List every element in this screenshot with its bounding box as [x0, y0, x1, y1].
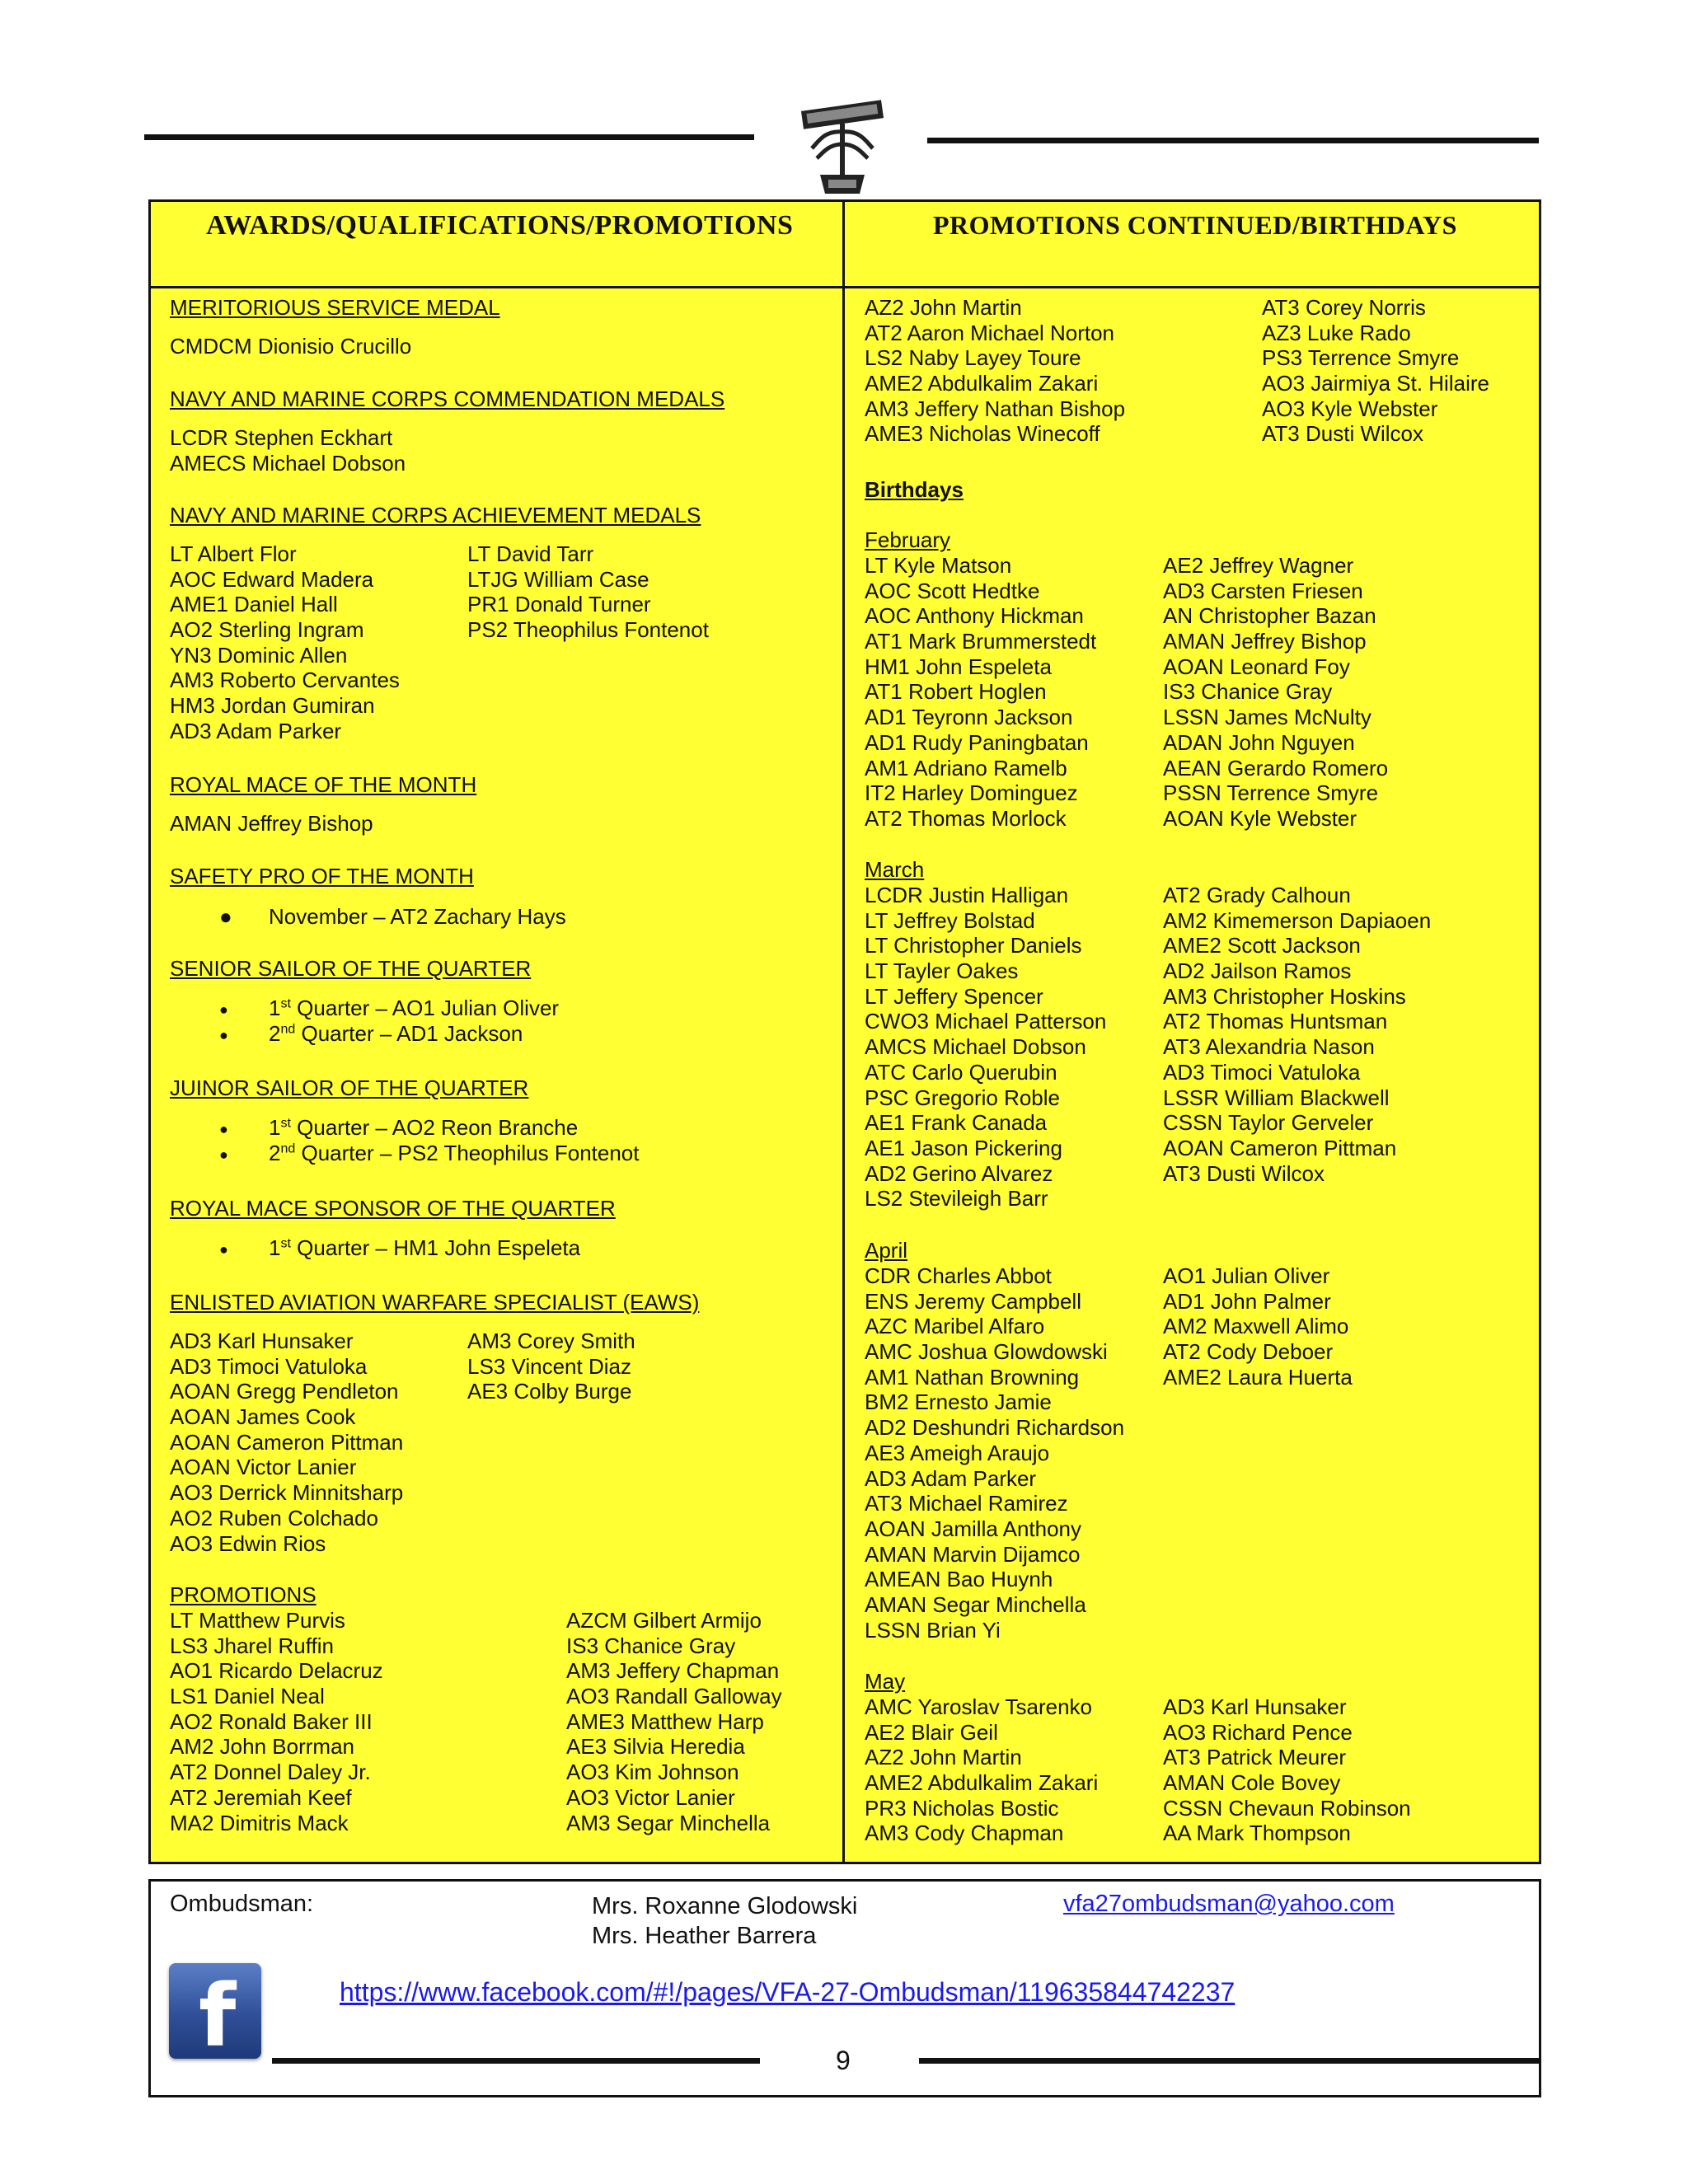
list-item: CSSN Taylor Gerveler — [1163, 1110, 1374, 1136]
list-item: AO1 Julian Oliver — [1163, 1263, 1330, 1288]
list-item: HM1 John Espeleta — [865, 654, 1052, 679]
top-rule-right — [927, 138, 1539, 143]
page-number: 9 — [836, 2046, 851, 2075]
ssq-item-2: 2nd Quarter – AD1 Jackson — [269, 1021, 523, 1046]
list-item: AM3 Segar Minchella — [566, 1810, 771, 1835]
list-item: LT David Tarr — [467, 541, 594, 566]
april-col2 — [1163, 1263, 1353, 1390]
may-col1 — [865, 1694, 1098, 1846]
list-item: AM2 John Borrman — [170, 1734, 354, 1760]
may-heading: May — [865, 1669, 906, 1694]
list-item: AOAN Victor Lanier — [170, 1455, 357, 1480]
list-item: AOAN Cameron Pittman — [170, 1429, 404, 1455]
eaws-heading: ENLISTED AVIATION WARFARE SPECIALIST (EAWS) — [170, 1290, 700, 1315]
list-item: LS2 Stevileigh Barr — [865, 1186, 1048, 1212]
ombudsman-name: Mrs. Roxanne Glodowski — [592, 1893, 858, 1919]
list-item: AT3 Dusti Wilcox — [1262, 421, 1423, 447]
list-item: YN3 Dominic Allen — [170, 642, 348, 668]
bottom-rule-left — [272, 2058, 760, 2064]
spm-heading: SAFETY PRO OF THE MONTH — [170, 864, 474, 888]
march-heading: March — [865, 857, 925, 882]
list-item: AO3 Richard Pence — [1163, 1719, 1353, 1745]
list-item: AT2 Thomas Huntsman — [1163, 1009, 1388, 1034]
march-col1 — [865, 883, 1106, 1212]
list-item: AZCM Gilbert Armijo — [566, 1608, 762, 1633]
list-item: CMDCM Dionisio Crucillo — [170, 334, 412, 359]
list-item: BM2 Ernesto Jamie — [865, 1390, 1052, 1415]
jsq-heading: JUINOR SAILOR OF THE QUARTER — [170, 1076, 529, 1100]
list-item: AOC Scott Hedtke — [865, 578, 1040, 603]
ssq-item-1: 1st Quarter – AO1 Julian Oliver — [269, 996, 560, 1020]
ssq-heading: SENIOR SAILOR OF THE QUARTER — [170, 956, 532, 981]
list-item: LTJG William Case — [467, 566, 649, 592]
eaws-col1 — [170, 1329, 403, 1556]
list-item: AM3 Jeffery Chapman — [566, 1658, 780, 1684]
list-item: LS3 Vincent Diaz — [467, 1353, 631, 1379]
nmcam-col2 — [467, 541, 709, 643]
list-item: AZ2 John Martin — [865, 1745, 1022, 1770]
list-item: IS3 Chanice Gray — [566, 1633, 736, 1658]
list-item: AM1 Nathan Browning — [865, 1364, 1080, 1390]
list-item: AO1 Ricardo Delacruz — [170, 1658, 383, 1684]
rmm-heading: ROYAL MACE OF THE MONTH — [170, 772, 477, 797]
column-divider — [842, 199, 845, 1864]
list-item: AOAN Jamilla Anthony — [865, 1516, 1082, 1541]
list-item: AZ2 John Martin — [865, 295, 1022, 320]
promotions-heading: PROMOTIONS — [170, 1582, 316, 1607]
list-item: AZC Maribel Alfaro — [865, 1314, 1045, 1339]
list-item: HM3 Jordan Gumiran — [170, 693, 375, 719]
ombudsman-names — [592, 1891, 857, 1951]
nmccm-names — [170, 425, 406, 476]
list-item: LSSN Brian Yi — [865, 1617, 1001, 1643]
list-item: LT Albert Flor — [170, 541, 297, 566]
list-item: AO2 Ronald Baker III — [170, 1708, 373, 1734]
promotions-continued-col2 — [1262, 295, 1489, 447]
list-item: MA2 Dimitris Mack — [170, 1810, 349, 1835]
list-item: AT2 Jeremiah Keef — [170, 1784, 352, 1810]
list-item: AME2 Abdulkalim Zakari — [865, 371, 1099, 396]
list-item: AM3 Jeffery Nathan Bishop — [865, 396, 1126, 421]
list-item: PR3 Nicholas Bostic — [865, 1795, 1059, 1821]
april-heading: April — [865, 1238, 908, 1263]
list-item: AM1 Adriano Ramelb — [865, 755, 1067, 780]
list-item: AOAN Cameron Pittman — [1163, 1135, 1397, 1160]
top-rule-left — [144, 134, 754, 140]
list-item: AD1 Rudy Paningbatan — [865, 729, 1089, 755]
list-item: AMAN Jeffrey Bishop — [170, 811, 373, 836]
list-item: AOAN James Cook — [170, 1404, 356, 1430]
list-item: AD2 Deshundri Richardson — [865, 1415, 1125, 1441]
rmm-names — [170, 811, 373, 837]
list-item: AO2 Ruben Colchado — [170, 1505, 378, 1530]
list-item: AD2 Gerino Alvarez — [865, 1160, 1053, 1186]
list-item: AZ3 Luke Rado — [1262, 320, 1411, 345]
list-item: AE3 Silvia Heredia — [566, 1734, 745, 1760]
nmccm-heading: NAVY AND MARINE CORPS COMMENDATION MEDALS — [170, 387, 725, 411]
ombudsman-email-link[interactable]: vfa27ombudsman@yahoo.com — [1063, 1891, 1395, 1917]
msm-heading: MERITORIOUS SERVICE MEDAL — [170, 295, 500, 320]
right-panel-title: PROMOTIONS CONTINUED/BIRTHDAYS — [933, 210, 1457, 240]
list-item: LT Tayler Oakes — [865, 958, 1019, 984]
list-item: AT3 Corey Norris — [1262, 295, 1426, 320]
list-item: AO3 Jairmiya St. Hilaire — [1262, 371, 1489, 396]
spm-item: November – AT2 Zachary Hays — [269, 904, 566, 929]
list-item: AT1 Mark Brummerstedt — [865, 629, 1097, 654]
jsq-item-2: 2nd Quarter – PS2 Theophilus Fontenot — [269, 1141, 640, 1165]
list-item: AMAN Segar Minchella — [865, 1591, 1086, 1617]
list-item: ENS Jeremy Campbell — [865, 1288, 1081, 1314]
list-item: LCDR Stephen Eckhart — [170, 425, 393, 450]
list-item: AT3 Patrick Meurer — [1163, 1745, 1347, 1770]
list-item: AME2 Scott Jackson — [1163, 933, 1361, 958]
list-item: AOAN Leonard Foy — [1163, 654, 1350, 679]
list-item: PSC Gregorio Roble — [865, 1085, 1060, 1110]
list-item: AM2 Kimemerson Dapiaoen — [1163, 907, 1432, 933]
list-item: AO3 Derrick Minnitsharp — [170, 1480, 404, 1506]
header-divider — [148, 286, 1541, 288]
bullet-icon: ● — [219, 1027, 228, 1043]
list-item: ATC Carlo Querubin — [865, 1059, 1057, 1085]
list-item: AT3 Dusti Wilcox — [1163, 1160, 1325, 1186]
list-item: AMAN Jeffrey Bishop — [1163, 629, 1367, 654]
list-item: AN Christopher Bazan — [1163, 603, 1376, 629]
list-item: LCDR Justin Halligan — [865, 883, 1069, 907]
list-item: AO2 Sterling Ingram — [170, 617, 364, 643]
list-item: AME3 Matthew Harp — [566, 1708, 764, 1734]
list-item: AOC Edward Madera — [170, 566, 374, 592]
squadron-emblem-icon — [795, 99, 890, 198]
msm-names — [170, 334, 411, 359]
jsq-item-1: 1st Quarter – AO2 Reon Branche — [269, 1115, 579, 1140]
list-item: AD3 Timoci Vatuloka — [1163, 1059, 1361, 1085]
list-item: AE2 Jeffrey Wagner — [1163, 553, 1354, 578]
list-item: AMECS Michael Dobson — [170, 450, 406, 476]
list-item: ADAN John Nguyen — [1163, 729, 1355, 755]
list-item: AT2 Cody Deboer — [1163, 1339, 1334, 1365]
list-item: AD1 Teyronn Jackson — [865, 705, 1073, 730]
rmsq-item-1: 1st Quarter – HM1 John Espeleta — [269, 1235, 581, 1260]
list-item: AD3 Karl Hunsaker — [170, 1329, 354, 1353]
list-item: AE1 Frank Canada — [865, 1110, 1048, 1136]
list-item: IT2 Harley Dominguez — [865, 780, 1078, 806]
list-item: AT3 Alexandria Nason — [1163, 1034, 1375, 1060]
list-item: AD3 Adam Parker — [170, 718, 342, 743]
list-item: LT Christopher Daniels — [865, 933, 1082, 958]
list-item: AT2 Donnel Daley Jr. — [170, 1760, 371, 1785]
list-item: PSSN Terrence Smyre — [1163, 780, 1379, 806]
list-item: AD3 Timoci Vatuloka — [170, 1353, 368, 1379]
list-item: AO3 Kyle Webster — [1262, 396, 1438, 421]
list-item: AO3 Victor Lanier — [566, 1784, 735, 1810]
list-item: AO3 Edwin Rios — [170, 1530, 326, 1556]
list-item: LS3 Jharel Ruffin — [170, 1633, 334, 1658]
facebook-link[interactable]: https://www.facebook.com/#!/pages/VFA-27-Ombudsman/119635844742237 — [340, 1977, 1236, 2007]
list-item: AE3 Ameigh Araujo — [865, 1440, 1050, 1465]
promotions-col1 — [170, 1608, 383, 1835]
list-item: LT Matthew Purvis — [170, 1608, 345, 1633]
nmcam-heading: NAVY AND MARINE CORPS ACHIEVEMENT MEDALS — [170, 503, 701, 527]
list-item: LSSR William Blackwell — [1163, 1085, 1390, 1110]
list-item: AME2 Laura Huerta — [1163, 1364, 1353, 1390]
list-item: AD2 Jailson Ramos — [1163, 958, 1352, 984]
list-item: AT2 Grady Calhoun — [1163, 883, 1351, 907]
april-col1 — [865, 1263, 1124, 1643]
list-item: LT Jeffery Spencer — [865, 983, 1043, 1009]
list-item: AMC Joshua Glowdowski — [865, 1339, 1108, 1365]
ombudsman-label: Ombudsman: — [170, 1891, 314, 1917]
february-heading: February — [865, 527, 951, 552]
facebook-icon[interactable]: f — [169, 1963, 261, 2059]
list-item: AOC Anthony Hickman — [865, 603, 1084, 629]
list-item: AME2 Abdulkalim Zakari — [865, 1770, 1099, 1796]
nmcam-col1 — [170, 541, 400, 744]
bullet-icon: ● — [219, 1241, 228, 1258]
list-item: LS1 Daniel Neal — [170, 1684, 325, 1709]
list-item: AMC Yaroslav Tsarenko — [865, 1694, 1093, 1719]
list-item: AM3 Roberto Cervantes — [170, 668, 400, 693]
bullet-icon: ● — [219, 1146, 228, 1163]
list-item: AM3 Cody Chapman — [865, 1821, 1064, 1846]
list-item: AM2 Maxwell Alimo — [1163, 1314, 1349, 1339]
march-col2 — [1163, 883, 1431, 1186]
list-item: LS2 Naby Layey Toure — [865, 345, 1081, 371]
rmsq-heading: ROYAL MACE SPONSOR OF THE QUARTER — [170, 1196, 616, 1221]
list-item: AT2 Thomas Morlock — [865, 805, 1067, 831]
list-item: AMAN Marvin Dijamco — [865, 1541, 1081, 1567]
list-item: AE2 Blair Geil — [865, 1719, 998, 1745]
bullet-icon: ● — [219, 904, 232, 929]
promotions-continued-col1 — [865, 295, 1125, 447]
list-item: IS3 Chanice Gray — [1163, 679, 1333, 705]
list-item: AT3 Michael Ramirez — [865, 1491, 1068, 1516]
list-item: AOAN Kyle Webster — [1163, 805, 1357, 831]
list-item: AO3 Randall Galloway — [566, 1684, 782, 1709]
list-item: AOAN Gregg Pendleton — [170, 1379, 399, 1404]
list-item: AT1 Robert Hoglen — [865, 679, 1047, 705]
list-item: PS3 Terrence Smyre — [1262, 345, 1460, 371]
promotions-col2 — [566, 1608, 782, 1835]
list-item: AMEAN Bao Huynh — [865, 1567, 1053, 1592]
list-item: PS2 Theophilus Fontenot — [467, 617, 709, 643]
left-panel-title: AWARDS/QUALIFICATIONS/PROMOTIONS — [206, 210, 794, 241]
list-item: AD3 Karl Hunsaker — [1163, 1694, 1347, 1719]
list-item: PR1 Donald Turner — [467, 592, 651, 617]
list-item: AE3 Colby Burge — [467, 1379, 632, 1404]
list-item: AME1 Daniel Hall — [170, 592, 338, 617]
february-col1 — [865, 553, 1096, 832]
bullet-icon: ● — [219, 1001, 228, 1018]
bottom-rule-right — [919, 2058, 1539, 2064]
ombudsman-name: Mrs. Heather Barrera — [592, 1923, 817, 1949]
list-item: AD3 Adam Parker — [865, 1465, 1037, 1491]
list-item: AO3 Kim Johnson — [566, 1760, 739, 1785]
eaws-col2 — [467, 1329, 635, 1404]
list-item: AE1 Jason Pickering — [865, 1135, 1062, 1160]
list-item: AMAN Cole Bovey — [1163, 1770, 1341, 1796]
list-item: AEAN Gerardo Romero — [1163, 755, 1389, 780]
list-item: LSSN James McNulty — [1163, 705, 1372, 730]
list-item: AD1 John Palmer — [1163, 1288, 1331, 1314]
may-col2 — [1163, 1694, 1411, 1846]
list-item: LT Jeffrey Bolstad — [865, 907, 1035, 933]
list-item: CSSN Chevaun Robinson — [1163, 1795, 1411, 1821]
list-item: CDR Charles Abbot — [865, 1263, 1052, 1288]
list-item: AMCS Michael Dobson — [865, 1034, 1086, 1060]
list-item: AA Mark Thompson — [1163, 1821, 1351, 1846]
list-item: AT2 Aaron Michael Norton — [865, 320, 1114, 345]
list-item: CWO3 Michael Patterson — [865, 1009, 1107, 1034]
bullet-icon: ● — [219, 1121, 228, 1137]
list-item: LT Kyle Matson — [865, 553, 1012, 578]
list-item: AME3 Nicholas Winecoff — [865, 421, 1100, 447]
february-col2 — [1163, 553, 1388, 832]
birthdays-heading: Birthdays — [865, 477, 964, 502]
list-item: AM3 Christopher Hoskins — [1163, 983, 1406, 1009]
list-item: AM3 Corey Smith — [467, 1329, 635, 1353]
list-item: AD3 Carsten Friesen — [1163, 578, 1363, 603]
